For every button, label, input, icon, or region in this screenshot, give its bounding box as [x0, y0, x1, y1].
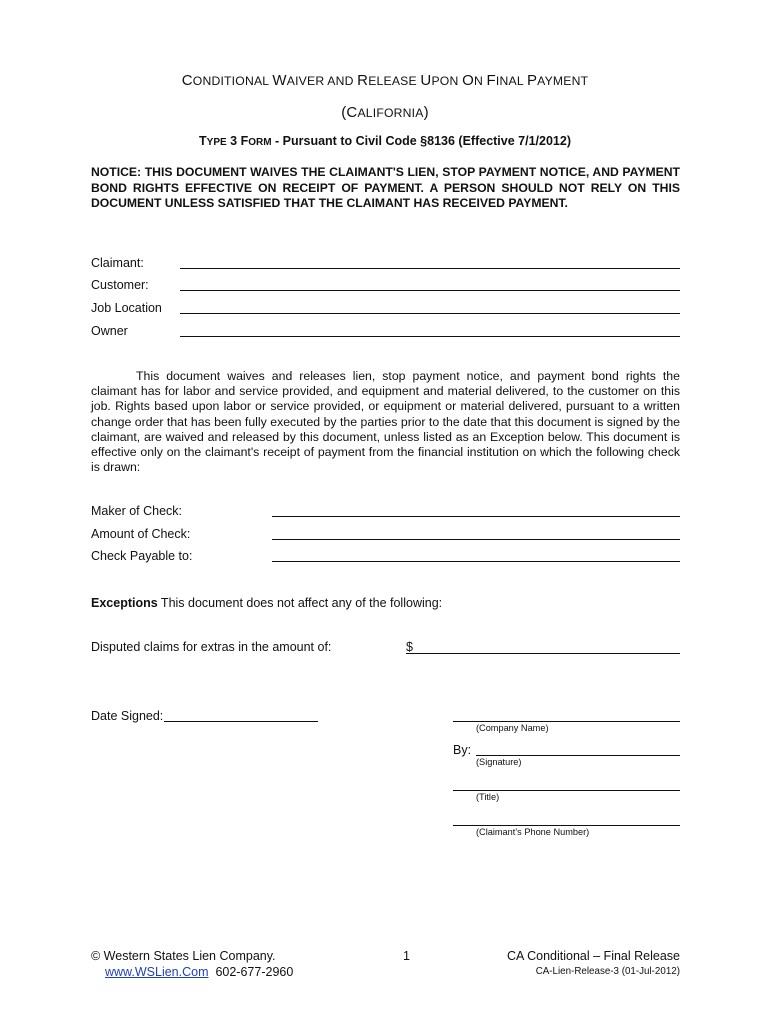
footer-form-name: CA Conditional – Final Release — [506, 949, 680, 963]
job-location-field[interactable] — [180, 313, 680, 314]
footer-copyright: © Western States Lien Company. — [91, 949, 276, 963]
customer-label: Customer: — [91, 278, 149, 292]
signature-field[interactable] — [476, 755, 680, 756]
footer-contact — [105, 965, 293, 979]
by-label: By: — [453, 743, 472, 757]
document-title-state: (CALIFORNIA) — [341, 104, 429, 121]
owner-field[interactable] — [180, 336, 680, 337]
notice-paragraph: NOTICE: THIS DOCUMENT WAIVES THE CLAIMANT'S LIEN, STOP PAYMENT NOTICE, AND PAYMENT BOND RIGHTS EFFECTIVE ON RECEIPT OF PAYMENT. A PERSON SHOULD NOT RELY ON THIS DOCUMENT UNLESS SATISFIED THAT THE CLAIMANT HAS RECEIVED PAYMENT. — [91, 165, 680, 210]
date-signed-label: Date Signed: — [91, 709, 164, 723]
title-caption: (Title) — [476, 792, 500, 802]
disputed-claims-amount-field[interactable] — [406, 653, 680, 654]
title-field[interactable] — [453, 790, 680, 791]
owner-label: Owner — [91, 324, 128, 338]
currency-symbol: $ — [406, 640, 413, 654]
claimant-phone-caption: (Claimant’s Phone Number) — [476, 827, 590, 837]
page-number: 1 — [403, 949, 410, 963]
website-link[interactable]: www.WSLien.Com — [105, 965, 209, 979]
maker-of-check-field[interactable] — [272, 516, 680, 517]
footer-form-code: CA-Lien-Release-3 (01-Jul-2012) — [535, 966, 680, 977]
company-name-field[interactable] — [453, 721, 680, 722]
check-payable-field[interactable] — [272, 561, 680, 562]
company-name-caption: (Company Name) — [476, 723, 549, 733]
check-payable-label: Check Payable to: — [91, 549, 193, 563]
waiver-body-paragraph: This document waives and releases lien, stop payment notice, and payment bond rights the claimant has for labor and service provided, and equipment and material delivered, to the customer on this job. Rights based upon labor or service provided, or equipment or material delivered, pursuant to a written change order that has been fully executed by the parties prior to the date that this document is signed by the claimant, are waived and released by this document, unless listed as an Exception below. This document is effective only on the claimant's receipt of payment from the financial institution on which the following check is drawn: — [91, 369, 680, 475]
claimant-phone-field[interactable] — [453, 825, 680, 826]
maker-of-check-label: Maker of Check: — [91, 504, 183, 518]
amount-of-check-label: Amount of Check: — [91, 527, 191, 541]
exceptions-heading: Exceptions — [91, 596, 158, 610]
disputed-claims-label: Disputed claims for extras in the amount of: — [91, 640, 332, 654]
signature-caption: (Signature) — [476, 757, 522, 767]
customer-field[interactable] — [180, 290, 680, 291]
job-location-label: Job Location — [91, 301, 162, 315]
footer-phone: 602-677-2960 — [215, 965, 294, 979]
amount-of-check-field[interactable] — [272, 539, 680, 540]
date-signed-field[interactable] — [164, 721, 318, 722]
document-subtitle: TYPE 3 FORM - Pursuant to Civil Code §8136 (Effective 7/1/2012) — [199, 134, 571, 148]
exceptions-text: This document does not affect any of the following: — [157, 596, 443, 610]
claimant-label: Claimant: — [91, 256, 144, 270]
document-title: CONDITIONAL WAIVER AND RELEASE UPON ON FINAL PAYMENT — [181, 72, 589, 89]
claimant-field[interactable] — [180, 268, 680, 269]
exceptions-statement — [91, 596, 442, 610]
